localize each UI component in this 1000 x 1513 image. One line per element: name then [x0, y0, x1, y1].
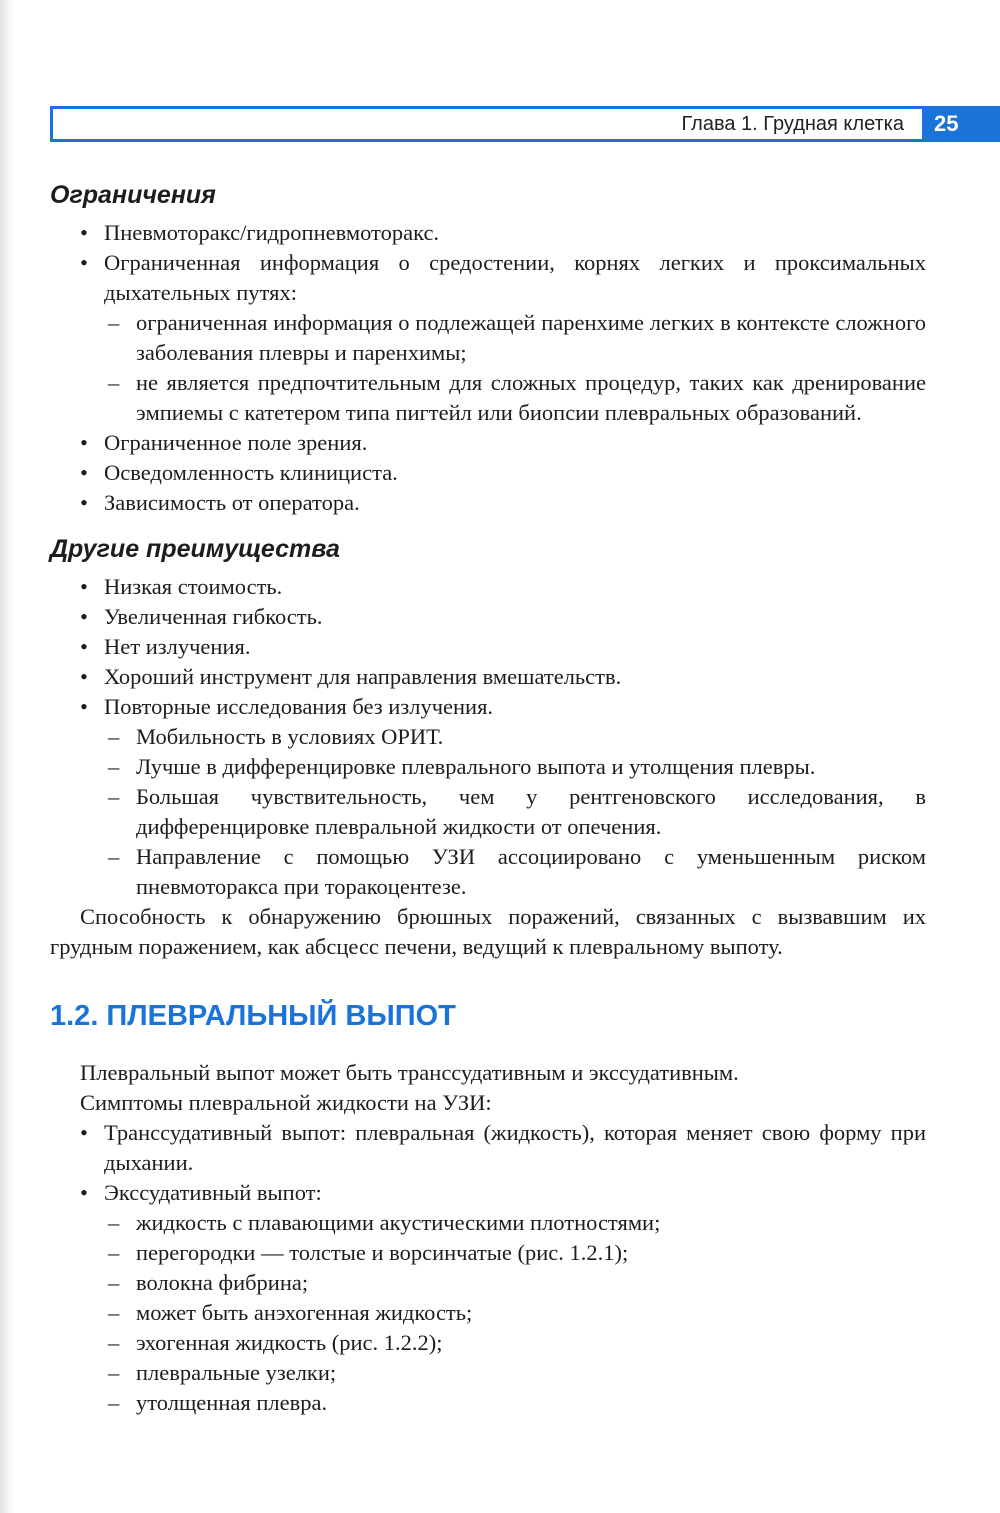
- page-number: 25: [922, 106, 1000, 142]
- sub-list-item: – ограниченная информация о подлежащей паренхиме легких в контексте сложного заболевания плевры и паренхимы;: [108, 310, 926, 365]
- sub-list-item: – утолщенная плевра.: [108, 1390, 328, 1415]
- section-intro-2: Симптомы плевральной жидкости на УЗИ:: [80, 1090, 492, 1115]
- running-header: [50, 106, 922, 142]
- advantages-paragraph: Способность к обнаружению брюшных поражений, связанных с вызвавшим их грудным поражением, как абсцесс печени, ведущий к плевральному выпоту.: [50, 904, 926, 959]
- list-item: • Ограниченная информация о средостении, корнях легких и проксимальных дыхательных путях: – ограниченная информация о подлежащей паренхиме легких в контексте сложного заболевания плевры и паренхимы; – не является предпочтительным для сложных процедур, таких как дренирование эмпиемы с катетером типа пигтейл или биопсии плевральных образований.: [50, 248, 926, 428]
- list-item: • Пневмоторакс/гидропневмоторакс.: [80, 220, 440, 245]
- advantages-list: [50, 572, 926, 722]
- sub-list-item: – Мобильность в условиях ОРИТ.: [108, 724, 444, 749]
- sub-list-item: – может быть анэхогенная жидкость;: [108, 1300, 473, 1325]
- sub-list-item: – перегородки — толстые и ворсинчатые (рис. 1.2.1);: [108, 1240, 629, 1265]
- list-item: • Нет излучения.: [80, 634, 251, 659]
- sub-list-item: – Лучше в дифференцировке плеврального выпота и утолщения плевры.: [108, 754, 816, 779]
- sub-list: [104, 308, 926, 428]
- sub-list-item: – Большая чувствительность, чем у рентгеновского исследования, в дифференцировке плевральной жидкости от опечения.: [108, 784, 926, 839]
- page-edge-shadow: [0, 0, 14, 1513]
- sub-list-item: – жидкость с плавающими акустическими плотностями;: [108, 1210, 661, 1235]
- list-item: • Низкая стоимость.: [80, 574, 283, 599]
- advantages-heading: Другие преимущества: [50, 535, 340, 563]
- sub-list-item: – волокна фибрина;: [108, 1270, 309, 1295]
- section-intro: Плевральный выпот может быть транссудативным и экссудативным.: [80, 1060, 739, 1085]
- limitations-heading: Ограничения: [50, 181, 216, 209]
- effusion-list: [50, 1118, 926, 1208]
- list-item: • Повторные исследования без излучения.: [80, 694, 494, 719]
- list-item: • Увеличенная гибкость.: [80, 604, 323, 629]
- section-title: 1.2. ПЛЕВРАЛЬНЫЙ ВЫПОТ: [50, 1000, 456, 1032]
- list-item: • Осведомленность клинициста.: [80, 460, 398, 485]
- list-item: • Ограниченное поле зрения.: [80, 430, 368, 455]
- sub-list-item: – плевральные узелки;: [108, 1360, 337, 1385]
- sub-list-item: – эхогенная жидкость (рис. 1.2.2);: [108, 1330, 443, 1355]
- list-item: • Экссудативный выпот:: [80, 1180, 322, 1205]
- page-body: [50, 178, 926, 1418]
- list-item: • Транссудативный выпот: плевральная (жидкость), которая меняет свою форму при дыхании.: [80, 1120, 926, 1175]
- sub-list-item: – Направление с помощью УЗИ ассоциировано с уменьшенным риском пневмоторакса при торакоцентезе.: [108, 844, 926, 899]
- sub-list-item: – не является предпочтительным для сложных процедур, таких как дренирование эмпиемы с катетером типа пигтейл или биопсии плевральных образований.: [108, 370, 926, 425]
- limitations-list: [50, 218, 926, 518]
- effusion-sub-list: [50, 1208, 926, 1418]
- advantages-sub-list: [50, 722, 926, 902]
- list-item: • Зависимость от оператора.: [80, 490, 360, 515]
- list-item: • Хороший инструмент для направления вмешательств.: [80, 664, 622, 689]
- chapter-title: Глава 1. Грудная клетка: [681, 113, 904, 135]
